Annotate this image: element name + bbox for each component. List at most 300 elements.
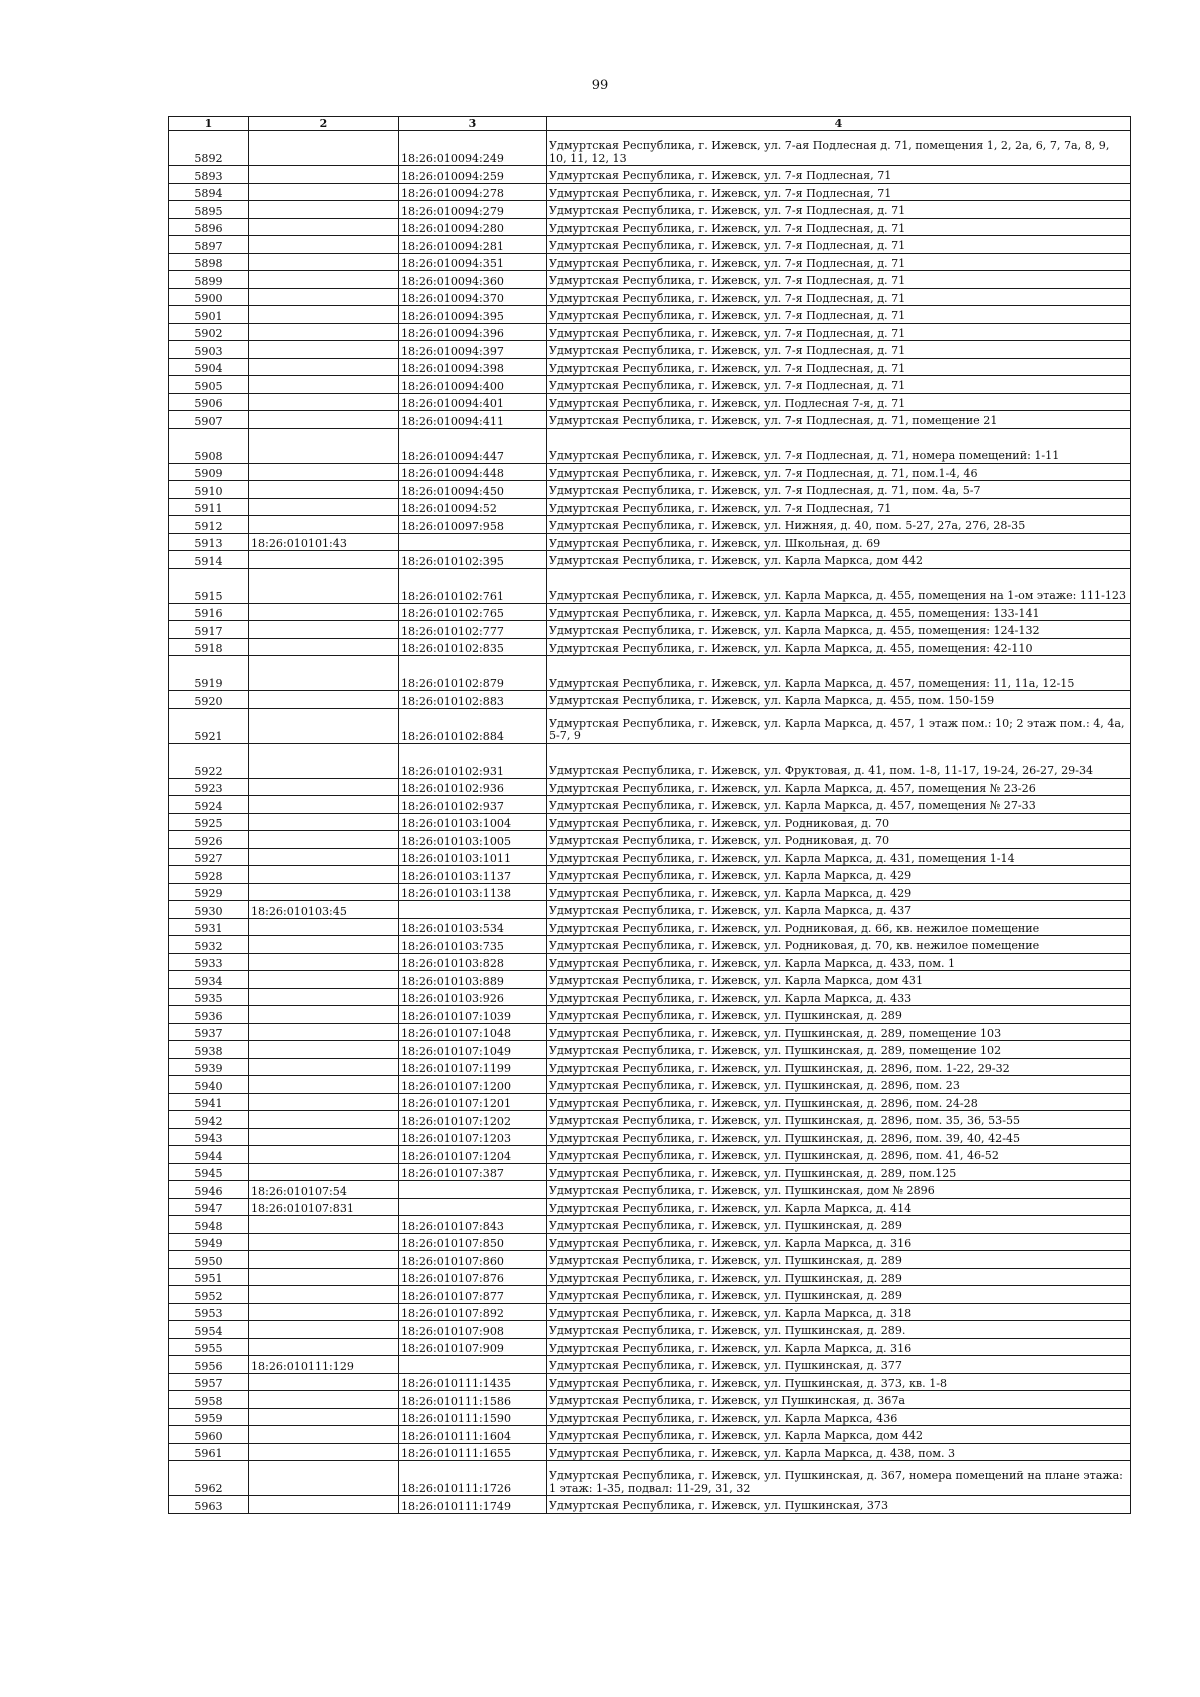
row-number-cell: 5905 xyxy=(169,376,249,394)
address-cell: Удмуртская Республика, г. Ижевск, ул. Пушкинская, д. 289 xyxy=(547,1268,1131,1286)
column-header-4: 4 xyxy=(547,117,1131,131)
row-number-cell: 5923 xyxy=(169,778,249,796)
cadastral-block-cell xyxy=(249,358,399,376)
header-row xyxy=(169,117,1131,131)
row-number-cell: 5943 xyxy=(169,1128,249,1146)
cadastral-block-cell xyxy=(249,166,399,184)
address-cell: Удмуртская Республика, г. Ижевск, ул. Пушкинская, д. 2896, пом. 41, 46-52 xyxy=(547,1146,1131,1164)
address-cell: Удмуртская Республика, г. Ижевск, ул. 7-я Подлесная, д. 71, номера помещений: 1-11 xyxy=(547,428,1131,463)
address-cell: Удмуртская Республика, г. Ижевск, ул. 7-я Подлесная, д. 71 xyxy=(547,358,1131,376)
row-number-cell: 5902 xyxy=(169,323,249,341)
table-row xyxy=(169,1041,1131,1059)
cadastral-number-cell: 18:26:010097:958 xyxy=(399,516,547,534)
address-cell: Удмуртская Республика, г. Ижевск, ул. 7-я Подлесная, д. 71, пом. 4а, 5-7 xyxy=(547,481,1131,499)
cadastral-block-cell xyxy=(249,1391,399,1409)
cadastral-number-cell: 18:26:010102:884 xyxy=(399,708,547,743)
cadastral-number-cell: 18:26:010102:937 xyxy=(399,796,547,814)
table-row xyxy=(169,1181,1131,1199)
cadastral-number-cell: 18:26:010102:765 xyxy=(399,603,547,621)
address-cell: Удмуртская Республика, г. Ижевск, ул. 7-я Подлесная, д. 71 xyxy=(547,306,1131,324)
table-row xyxy=(169,1426,1131,1444)
cadastral-number-cell: 18:26:010094:278 xyxy=(399,183,547,201)
cadastral-block-cell xyxy=(249,1233,399,1251)
cadastral-number-cell: 18:26:010102:835 xyxy=(399,638,547,656)
address-cell: Удмуртская Республика, г. Ижевск, ул. Карла Маркса, дом 442 xyxy=(547,551,1131,569)
cadastral-block-cell xyxy=(249,638,399,656)
cadastral-block-cell xyxy=(249,1041,399,1059)
row-number-cell: 5941 xyxy=(169,1093,249,1111)
address-cell: Удмуртская Республика, г. Ижевск, ул. Пушкинская, д. 289 xyxy=(547,1216,1131,1234)
cadastral-number-cell: 18:26:010094:450 xyxy=(399,481,547,499)
address-cell: Удмуртская Республика, г. Ижевск, ул. Пушкинская, д. 367, номера помещений на плане этажа: 1 этаж: 1-35, подвал: 11-29, 31, 32 xyxy=(547,1461,1131,1496)
cadastral-block-cell xyxy=(249,1111,399,1129)
column-header-3: 3 xyxy=(399,117,547,131)
cadastral-number-cell: 18:26:010094:351 xyxy=(399,253,547,271)
address-cell: Удмуртская Республика, г. Ижевск, ул. Карла Маркса, дом 442 xyxy=(547,1426,1131,1444)
address-cell: Удмуртская Республика, г. Ижевск, ул. Пушкинская, д. 289 xyxy=(547,1251,1131,1269)
address-cell: Удмуртская Республика, г. Ижевск, ул. Карла Маркса, д. 433 xyxy=(547,988,1131,1006)
row-number-cell: 5898 xyxy=(169,253,249,271)
address-cell: Удмуртская Республика, г. Ижевск, ул. Пушкинская, д. 289, помещение 103 xyxy=(547,1023,1131,1041)
cadastral-number-cell xyxy=(399,1198,547,1216)
address-cell: Удмуртская Республика, г. Ижевск, ул. Пушкинская, д. 289 xyxy=(547,1286,1131,1304)
address-cell: Удмуртская Республика, г. Ижевск, ул. Родниковая, д. 66, кв. нежилое помещение xyxy=(547,918,1131,936)
cadastral-block-cell xyxy=(249,796,399,814)
address-cell: Удмуртская Республика, г. Ижевск, ул. 7-я Подлесная, д. 71 xyxy=(547,201,1131,219)
row-number-cell: 5945 xyxy=(169,1163,249,1181)
cadastral-number-cell: 18:26:010107:843 xyxy=(399,1216,547,1234)
row-number-cell: 5920 xyxy=(169,691,249,709)
address-cell: Удмуртская Республика, г. Ижевск, ул. Карла Маркса, д. 318 xyxy=(547,1303,1131,1321)
table-row xyxy=(169,551,1131,569)
cadastral-number-cell: 18:26:010107:876 xyxy=(399,1268,547,1286)
row-number-cell: 5935 xyxy=(169,988,249,1006)
cadastral-block-cell xyxy=(249,306,399,324)
table-row xyxy=(169,1198,1131,1216)
address-cell: Удмуртская Республика, г. Ижевск, ул. Пушкинская, д. 2896, пом. 24-28 xyxy=(547,1093,1131,1111)
cadastral-block-cell xyxy=(249,831,399,849)
cadastral-block-cell xyxy=(249,463,399,481)
cadastral-block-cell xyxy=(249,866,399,884)
cadastral-block-cell: 18:26:010101:43 xyxy=(249,533,399,551)
row-number-cell: 5896 xyxy=(169,218,249,236)
address-cell: Удмуртская Республика, г. Ижевск, ул. Карла Маркса, д. 455, помещения: 124-132 xyxy=(547,621,1131,639)
address-cell: Удмуртская Республика, г. Ижевск, ул. Карла Маркса, д. 429 xyxy=(547,866,1131,884)
cadastral-block-cell xyxy=(249,183,399,201)
cadastral-number-cell: 18:26:010094:280 xyxy=(399,218,547,236)
row-number-cell: 5936 xyxy=(169,1006,249,1024)
table-row xyxy=(169,218,1131,236)
cadastral-block-cell xyxy=(249,498,399,516)
address-cell: Удмуртская Республика, г. Ижевск, ул. 7-я Подлесная, д. 71 xyxy=(547,376,1131,394)
cadastral-number-cell: 18:26:010102:936 xyxy=(399,778,547,796)
cadastral-block-cell xyxy=(249,1251,399,1269)
cadastral-number-cell: 18:26:010094:249 xyxy=(399,131,547,166)
table-row xyxy=(169,568,1131,603)
table-row xyxy=(169,901,1131,919)
cadastral-number-cell: 18:26:010094:52 xyxy=(399,498,547,516)
cadastral-number-cell: 18:26:010103:1004 xyxy=(399,813,547,831)
cadastral-number-cell: 18:26:010103:1005 xyxy=(399,831,547,849)
cadastral-block-cell xyxy=(249,1093,399,1111)
address-cell: Удмуртская Республика, г. Ижевск, ул. Пушкинская, 373 xyxy=(547,1496,1131,1514)
row-number-cell: 5892 xyxy=(169,131,249,166)
address-cell: Удмуртская Республика, г. Ижевск, ул. 7-я Подлесная, 71 xyxy=(547,498,1131,516)
address-cell: Удмуртская Республика, г. Ижевск, ул. 7-я Подлесная, д. 71, помещение 21 xyxy=(547,411,1131,429)
cadastral-block-cell xyxy=(249,323,399,341)
cadastral-number-cell: 18:26:010107:1199 xyxy=(399,1058,547,1076)
table-row xyxy=(169,201,1131,219)
address-cell: Удмуртская Республика, г. Ижевск, ул. Пушкинская, дом № 2896 xyxy=(547,1181,1131,1199)
table-row xyxy=(169,1461,1131,1496)
cadastral-block-cell xyxy=(249,253,399,271)
row-number-cell: 5910 xyxy=(169,481,249,499)
table-row xyxy=(169,1111,1131,1129)
column-header-1: 1 xyxy=(169,117,249,131)
table-row xyxy=(169,778,1131,796)
address-cell: Удмуртская Республика, г. Ижевск, ул. Карла Маркса, д. 316 xyxy=(547,1233,1131,1251)
table-row xyxy=(169,708,1131,743)
address-cell: Удмуртская Республика, г. Ижевск, ул. Карла Маркса, д. 433, пом. 1 xyxy=(547,953,1131,971)
table-row xyxy=(169,1303,1131,1321)
row-number-cell: 5915 xyxy=(169,568,249,603)
row-number-cell: 5894 xyxy=(169,183,249,201)
row-number-cell: 5944 xyxy=(169,1146,249,1164)
row-number-cell: 5893 xyxy=(169,166,249,184)
cadastral-block-cell xyxy=(249,813,399,831)
row-number-cell: 5959 xyxy=(169,1408,249,1426)
cadastral-number-cell: 18:26:010107:1204 xyxy=(399,1146,547,1164)
cadastral-block-cell xyxy=(249,1286,399,1304)
row-number-cell: 5922 xyxy=(169,743,249,778)
table-row xyxy=(169,1356,1131,1374)
row-number-cell: 5926 xyxy=(169,831,249,849)
cadastral-block-cell xyxy=(249,1076,399,1094)
cadastral-number-cell: 18:26:010111:1655 xyxy=(399,1443,547,1461)
row-number-cell: 5950 xyxy=(169,1251,249,1269)
row-number-cell: 5957 xyxy=(169,1373,249,1391)
row-number-cell: 5938 xyxy=(169,1041,249,1059)
row-number-cell: 5919 xyxy=(169,656,249,691)
address-cell: Удмуртская Республика, г. Ижевск, ул. Карла Маркса, д. 457, помещения № 27-33 xyxy=(547,796,1131,814)
cadastral-block-cell xyxy=(249,953,399,971)
cadastral-block-cell xyxy=(249,1496,399,1514)
address-cell: Удмуртская Республика, г. Ижевск, ул Пушкинская, д. 367а xyxy=(547,1391,1131,1409)
cadastral-number-cell: 18:26:010107:877 xyxy=(399,1286,547,1304)
cadastral-number-cell: 18:26:010103:1137 xyxy=(399,866,547,884)
table-row xyxy=(169,691,1131,709)
cadastral-block-cell xyxy=(249,656,399,691)
table-row xyxy=(169,393,1131,411)
table-row xyxy=(169,533,1131,551)
cadastral-block-cell xyxy=(249,1461,399,1496)
table-row xyxy=(169,796,1131,814)
address-cell: Удмуртская Республика, г. Ижевск, ул. Родниковая, д. 70, кв. нежилое помещение xyxy=(547,936,1131,954)
cadastral-number-cell: 18:26:010102:931 xyxy=(399,743,547,778)
cadastral-number-cell: 18:26:010103:926 xyxy=(399,988,547,1006)
cadastral-number-cell: 18:26:010102:879 xyxy=(399,656,547,691)
address-cell: Удмуртская Республика, г. Ижевск, ул. 7-ая Подлесная д. 71, помещения 1, 2, 2а, 6, 7, 7а, 8, 9, 10, 11, 12, 13 xyxy=(547,131,1131,166)
table-row xyxy=(169,341,1131,359)
table-row xyxy=(169,323,1131,341)
row-number-cell: 5932 xyxy=(169,936,249,954)
address-cell: Удмуртская Республика, г. Ижевск, ул. Пушкинская, д. 2896, пом. 23 xyxy=(547,1076,1131,1094)
cadastral-block-cell xyxy=(249,971,399,989)
table-row xyxy=(169,813,1131,831)
cadastral-number-cell: 18:26:010111:1590 xyxy=(399,1408,547,1426)
row-number-cell: 5931 xyxy=(169,918,249,936)
address-cell: Удмуртская Республика, г. Ижевск, ул. 7-я Подлесная, д. 71 xyxy=(547,341,1131,359)
address-cell: Удмуртская Республика, г. Ижевск, ул. Пушкинская, д. 2896, пом. 35, 36, 53-55 xyxy=(547,1111,1131,1129)
address-cell: Удмуртская Республика, г. Ижевск, ул. 7-я Подлесная, д. 71, пом.1-4, 46 xyxy=(547,463,1131,481)
row-number-cell: 5899 xyxy=(169,271,249,289)
cadastral-block-cell xyxy=(249,1023,399,1041)
cadastral-block-cell: 18:26:010111:129 xyxy=(249,1356,399,1374)
cadastral-block-cell xyxy=(249,1321,399,1339)
cadastral-block-cell xyxy=(249,288,399,306)
cadastral-number-cell: 18:26:010102:761 xyxy=(399,568,547,603)
cadastral-block-cell xyxy=(249,1163,399,1181)
row-number-cell: 5925 xyxy=(169,813,249,831)
table-row xyxy=(169,516,1131,534)
address-cell: Удмуртская Республика, г. Ижевск, ул. Карла Маркса, д. 429 xyxy=(547,883,1131,901)
row-number-cell: 5934 xyxy=(169,971,249,989)
cadastral-number-cell: 18:26:010111:1604 xyxy=(399,1426,547,1444)
row-number-cell: 5909 xyxy=(169,463,249,481)
row-number-cell: 5960 xyxy=(169,1426,249,1444)
row-number-cell: 5897 xyxy=(169,236,249,254)
table-row xyxy=(169,1251,1131,1269)
address-cell: Удмуртская Республика, г. Ижевск, ул. Родниковая, д. 70 xyxy=(547,831,1131,849)
address-cell: Удмуртская Республика, г. Ижевск, ул. Карла Маркса, д. 431, помещения 1-14 xyxy=(547,848,1131,866)
row-number-cell: 5940 xyxy=(169,1076,249,1094)
address-cell: Удмуртская Республика, г. Ижевск, ул. Карла Маркса, 436 xyxy=(547,1408,1131,1426)
row-number-cell: 5961 xyxy=(169,1443,249,1461)
row-number-cell: 5955 xyxy=(169,1338,249,1356)
cadastral-number-cell: 18:26:010102:395 xyxy=(399,551,547,569)
row-number-cell: 5929 xyxy=(169,883,249,901)
table-row xyxy=(169,183,1131,201)
table-row xyxy=(169,253,1131,271)
cadastral-number-cell: 18:26:010103:1011 xyxy=(399,848,547,866)
row-number-cell: 5928 xyxy=(169,866,249,884)
row-number-cell: 5939 xyxy=(169,1058,249,1076)
table-row xyxy=(169,988,1131,1006)
table-row xyxy=(169,603,1131,621)
cadastral-number-cell: 18:26:010103:735 xyxy=(399,936,547,954)
cadastral-number-cell: 18:26:010094:447 xyxy=(399,428,547,463)
table-row xyxy=(169,953,1131,971)
row-number-cell: 5914 xyxy=(169,551,249,569)
address-cell: Удмуртская Республика, г. Ижевск, ул. Пушкинская, д. 289 xyxy=(547,1006,1131,1024)
cadastral-number-cell: 18:26:010094:397 xyxy=(399,341,547,359)
cadastral-number-cell: 18:26:010107:1048 xyxy=(399,1023,547,1041)
address-cell: Удмуртская Республика, г. Ижевск, ул. Карла Маркса, д. 455, помещения: 133-141 xyxy=(547,603,1131,621)
address-cell: Удмуртская Республика, г. Ижевск, ул. Карла Маркса, д. 457, помещения: 11, 11а, 12-15 xyxy=(547,656,1131,691)
address-cell: Удмуртская Республика, г. Ижевск, ул. Карла Маркса, д. 455, пом. 150-159 xyxy=(547,691,1131,709)
cadastral-number-cell: 18:26:010103:889 xyxy=(399,971,547,989)
table-row xyxy=(169,1338,1131,1356)
address-cell: Удмуртская Республика, г. Ижевск, ул. 7-я Подлесная, д. 71 xyxy=(547,323,1131,341)
cadastral-block-cell xyxy=(249,341,399,359)
cadastral-block-cell xyxy=(249,428,399,463)
row-number-cell: 5952 xyxy=(169,1286,249,1304)
row-number-cell: 5927 xyxy=(169,848,249,866)
cadastral-number-cell: 18:26:010094:448 xyxy=(399,463,547,481)
table-row xyxy=(169,831,1131,849)
cadastral-number-cell: 18:26:010107:860 xyxy=(399,1251,547,1269)
cadastral-block-cell xyxy=(249,481,399,499)
cadastral-block-cell xyxy=(249,1128,399,1146)
row-number-cell: 5947 xyxy=(169,1198,249,1216)
address-cell: Удмуртская Республика, г. Ижевск, ул. Пушкинская, д. 2896, пом. 39, 40, 42-45 xyxy=(547,1128,1131,1146)
cadastral-block-cell xyxy=(249,691,399,709)
cadastral-block-cell xyxy=(249,778,399,796)
table-row xyxy=(169,428,1131,463)
cadastral-block-cell xyxy=(249,376,399,394)
cadastral-block-cell xyxy=(249,988,399,1006)
table-row xyxy=(169,1268,1131,1286)
row-number-cell: 5933 xyxy=(169,953,249,971)
cadastral-number-cell: 18:26:010094:360 xyxy=(399,271,547,289)
row-number-cell: 5895 xyxy=(169,201,249,219)
cadastral-block-cell xyxy=(249,1408,399,1426)
row-number-cell: 5962 xyxy=(169,1461,249,1496)
row-number-cell: 5963 xyxy=(169,1496,249,1514)
row-number-cell: 5908 xyxy=(169,428,249,463)
cadastral-number-cell: 18:26:010103:828 xyxy=(399,953,547,971)
cadastral-block-cell xyxy=(249,743,399,778)
table-row xyxy=(169,498,1131,516)
table-row xyxy=(169,1391,1131,1409)
cadastral-block-cell xyxy=(249,393,399,411)
cadastral-number-cell: 18:26:010094:395 xyxy=(399,306,547,324)
cadastral-block-cell xyxy=(249,1426,399,1444)
cadastral-block-cell xyxy=(249,603,399,621)
cadastral-block-cell xyxy=(249,1146,399,1164)
row-number-cell: 5916 xyxy=(169,603,249,621)
table-row xyxy=(169,918,1131,936)
table-row xyxy=(169,1093,1131,1111)
table-row xyxy=(169,358,1131,376)
address-cell: Удмуртская Республика, г. Ижевск, ул. Пушкинская, д. 289. xyxy=(547,1321,1131,1339)
registry-table xyxy=(168,116,1131,1514)
address-cell: Удмуртская Республика, г. Ижевск, ул. 7-я Подлесная, д. 71 xyxy=(547,288,1131,306)
cadastral-block-cell xyxy=(249,1058,399,1076)
address-cell: Удмуртская Республика, г. Ижевск, ул. Пушкинская, д. 289, пом.125 xyxy=(547,1163,1131,1181)
table-row xyxy=(169,743,1131,778)
cadastral-block-cell xyxy=(249,621,399,639)
table-row xyxy=(169,1373,1131,1391)
table-row xyxy=(169,481,1131,499)
table-row xyxy=(169,463,1131,481)
cadastral-number-cell xyxy=(399,1356,547,1374)
address-cell: Удмуртская Республика, г. Ижевск, ул. 7-я Подлесная, 71 xyxy=(547,166,1131,184)
address-cell: Удмуртская Республика, г. Ижевск, ул. Школьная, д. 69 xyxy=(547,533,1131,551)
cadastral-number-cell: 18:26:010094:411 xyxy=(399,411,547,429)
address-cell: Удмуртская Республика, г. Ижевск, ул. 7-я Подлесная, д. 71 xyxy=(547,218,1131,236)
table-row xyxy=(169,1023,1131,1041)
address-cell: Удмуртская Республика, г. Ижевск, ул. Фруктовая, д. 41, пом. 1-8, 11-17, 19-24, 26-27, 29-34 xyxy=(547,743,1131,778)
cadastral-number-cell: 18:26:010102:883 xyxy=(399,691,547,709)
cadastral-number-cell: 18:26:010094:396 xyxy=(399,323,547,341)
address-cell: Удмуртская Республика, г. Ижевск, ул. 7-я Подлесная, д. 71 xyxy=(547,271,1131,289)
cadastral-number-cell: 18:26:010102:777 xyxy=(399,621,547,639)
row-number-cell: 5913 xyxy=(169,533,249,551)
row-number-cell: 5958 xyxy=(169,1391,249,1409)
cadastral-number-cell: 18:26:010107:1039 xyxy=(399,1006,547,1024)
cadastral-block-cell xyxy=(249,936,399,954)
row-number-cell: 5911 xyxy=(169,498,249,516)
address-cell: Удмуртская Республика, г. Ижевск, ул. 7-я Подлесная, д. 71 xyxy=(547,253,1131,271)
cadastral-number-cell xyxy=(399,901,547,919)
row-number-cell: 5904 xyxy=(169,358,249,376)
cadastral-block-cell xyxy=(249,271,399,289)
cadastral-number-cell: 18:26:010111:1726 xyxy=(399,1461,547,1496)
row-number-cell: 5901 xyxy=(169,306,249,324)
cadastral-block-cell xyxy=(249,1006,399,1024)
table-row xyxy=(169,1146,1131,1164)
cadastral-number-cell: 18:26:010111:1435 xyxy=(399,1373,547,1391)
table-row xyxy=(169,883,1131,901)
row-number-cell: 5930 xyxy=(169,901,249,919)
table-row xyxy=(169,638,1131,656)
cadastral-block-cell xyxy=(249,883,399,901)
row-number-cell: 5954 xyxy=(169,1321,249,1339)
address-cell: Удмуртская Республика, г. Ижевск, ул. Карла Маркса, д. 455, помещения на 1-ом этаже: 111-123 xyxy=(547,568,1131,603)
cadastral-number-cell: 18:26:010103:1138 xyxy=(399,883,547,901)
cadastral-number-cell: 18:26:010107:387 xyxy=(399,1163,547,1181)
address-cell: Удмуртская Республика, г. Ижевск, ул. Карла Маркса, д. 457, 1 этаж пом.: 10; 2 этаж пом.: 4, 4а, 5-7, 9 xyxy=(547,708,1131,743)
address-cell: Удмуртская Республика, г. Ижевск, ул. Пушкинская, д. 289, помещение 102 xyxy=(547,1041,1131,1059)
cadastral-number-cell: 18:26:010094:281 xyxy=(399,236,547,254)
table-row xyxy=(169,1006,1131,1024)
address-cell: Удмуртская Республика, г. Ижевск, ул. Карла Маркса, д. 455, помещения: 42-110 xyxy=(547,638,1131,656)
cadastral-block-cell xyxy=(249,1338,399,1356)
table-row xyxy=(169,848,1131,866)
cadastral-number-cell: 18:26:010094:370 xyxy=(399,288,547,306)
cadastral-block-cell: 18:26:010107:54 xyxy=(249,1181,399,1199)
cadastral-number-cell: 18:26:010107:1201 xyxy=(399,1093,547,1111)
row-number-cell: 5900 xyxy=(169,288,249,306)
row-number-cell: 5937 xyxy=(169,1023,249,1041)
cadastral-block-cell xyxy=(249,1303,399,1321)
table-row xyxy=(169,1443,1131,1461)
cadastral-block-cell xyxy=(249,568,399,603)
table-row xyxy=(169,1128,1131,1146)
cadastral-block-cell xyxy=(249,1216,399,1234)
row-number-cell: 5951 xyxy=(169,1268,249,1286)
table-row xyxy=(169,971,1131,989)
table-row xyxy=(169,656,1131,691)
table-row xyxy=(169,1076,1131,1094)
address-cell: Удмуртская Республика, г. Ижевск, ул. Пушкинская, д. 373, кв. 1-8 xyxy=(547,1373,1131,1391)
row-number-cell: 5948 xyxy=(169,1216,249,1234)
address-cell: Удмуртская Республика, г. Ижевск, ул. Пушкинская, д. 377 xyxy=(547,1356,1131,1374)
cadastral-number-cell: 18:26:010107:1200 xyxy=(399,1076,547,1094)
cadastral-block-cell xyxy=(249,1268,399,1286)
address-cell: Удмуртская Республика, г. Ижевск, ул. Карла Маркса, д. 457, помещения № 23-26 xyxy=(547,778,1131,796)
cadastral-block-cell xyxy=(249,551,399,569)
address-cell: Удмуртская Республика, г. Ижевск, ул. Карла Маркса, д. 316 xyxy=(547,1338,1131,1356)
cadastral-block-cell: 18:26:010103:45 xyxy=(249,901,399,919)
row-number-cell: 5907 xyxy=(169,411,249,429)
column-header-2: 2 xyxy=(249,117,399,131)
cadastral-number-cell: 18:26:010107:892 xyxy=(399,1303,547,1321)
cadastral-number-cell: 18:26:010107:909 xyxy=(399,1338,547,1356)
cadastral-number-cell: 18:26:010107:1049 xyxy=(399,1041,547,1059)
cadastral-block-cell xyxy=(249,708,399,743)
